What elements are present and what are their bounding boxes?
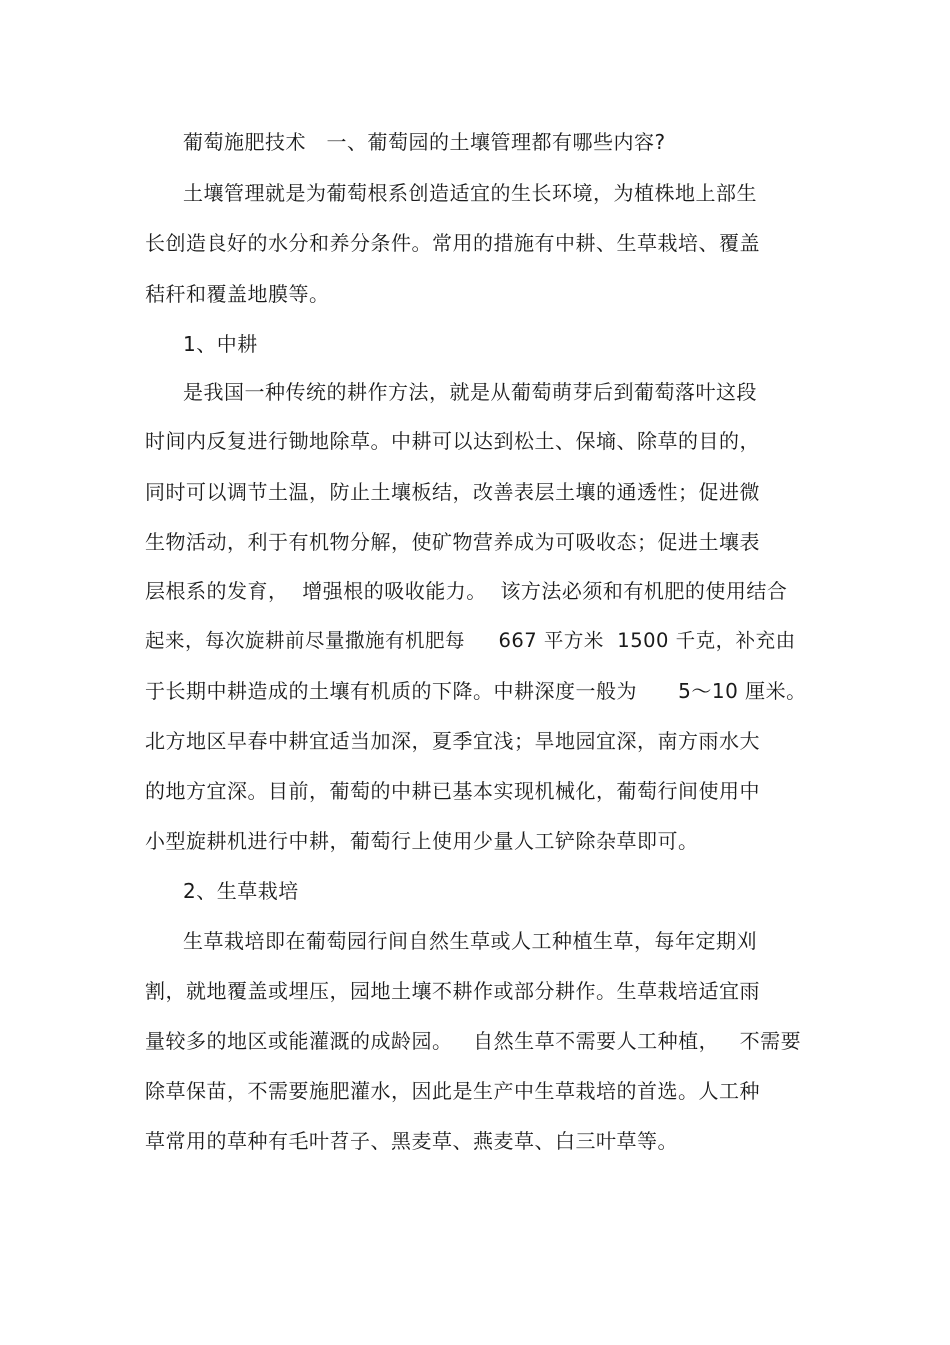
text-line: 层根系的发育， 增强根的吸收能力。 该方法必须和有机肥的使用结合: [145, 579, 788, 603]
text-line: 量较多的地区或能灌溉的成龄园。 自然生草不需要人工种植， 不需要: [145, 1029, 802, 1053]
text-line: 草常用的草种有毛叶苕子、黑麦草、燕麦草、白三叶草等。: [145, 1129, 678, 1153]
text-line: 土壤管理就是为葡萄根系创造适宜的生长环境，为植株地上部生: [183, 181, 757, 205]
text-line: 秸秆和覆盖地膜等。: [145, 282, 330, 306]
text-line: 小型旋耕机进行中耕，葡萄行上使用少量人工铲除杂草即可。: [145, 829, 699, 853]
section-heading: 1、中耕: [183, 332, 258, 356]
text-line: 割，就地覆盖或埋压，园地土壤不耕作或部分耕作。生草栽培适宜雨: [145, 979, 760, 1003]
text-line: 的地方宜深。目前，葡萄的中耕已基本实现机械化，葡萄行间使用中: [145, 779, 760, 803]
text-line: 生物活动，利于有机物分解，使矿物营养成为可吸收态；促进土壤表: [145, 530, 760, 554]
text-line: 北方地区早春中耕宜适当加深，夏季宜浅；旱地园宜深，南方雨水大: [145, 729, 760, 753]
text-line: 长创造良好的水分和养分条件。常用的措施有中耕、生草栽培、覆盖: [145, 231, 760, 255]
text-line: 除草保苗，不需要施肥灌水，因此是生产中生草栽培的首选。人工种: [145, 1079, 760, 1103]
section-heading: 2、生草栽培: [183, 879, 299, 903]
text-line: 同时可以调节土温，防止土壤板结，改善表层土壤的通透性；促进微: [145, 480, 760, 504]
text-line: 于长期中耕造成的土壤有机质的下降。中耕深度一般为 5～10 厘米。: [145, 679, 807, 703]
text-line: 时间内反复进行锄地除草。中耕可以达到松土、保墒、除草的目的，: [145, 429, 760, 453]
text-line: 葡萄施肥技术 一、葡萄园的土壤管理都有哪些内容?: [183, 130, 666, 154]
text-line: 生草栽培即在葡萄园行间自然生草或人工种植生草，每年定期刈: [183, 929, 757, 953]
text-line: 是我国一种传统的耕作方法，就是从葡萄萌芽后到葡萄落叶这段: [183, 380, 757, 404]
text-line: 起来，每次旋耕前尽量撒施有机肥每 667 平方米 1500 千克，补充由: [145, 629, 796, 652]
